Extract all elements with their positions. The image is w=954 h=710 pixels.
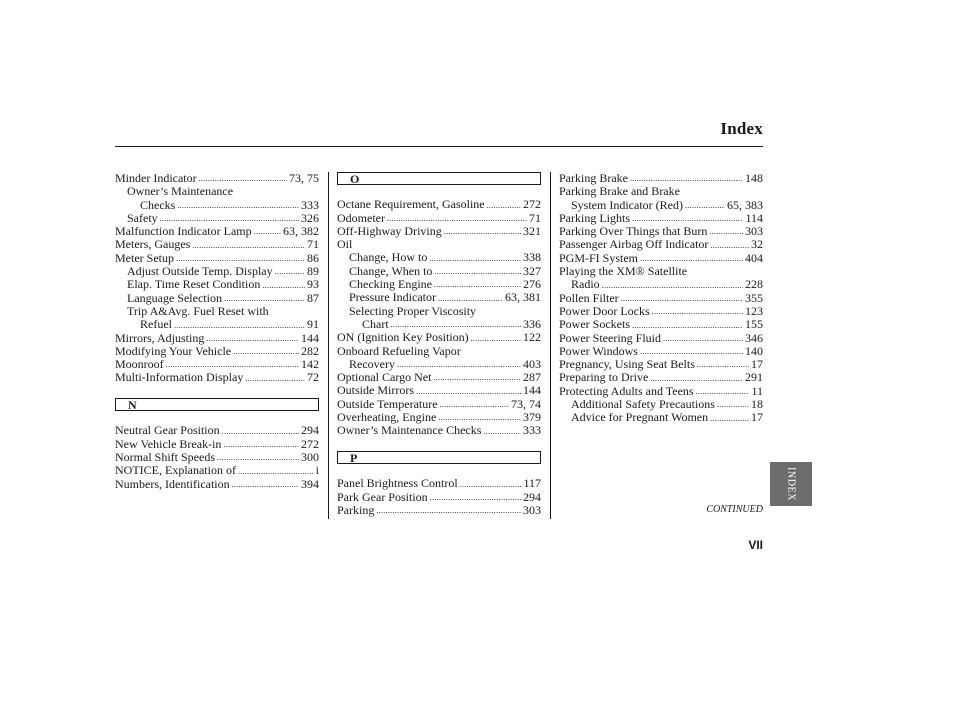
entry-text: Meter Setup xyxy=(115,250,174,265)
dot-leader xyxy=(709,226,743,238)
dot-leader xyxy=(650,373,743,385)
dot-leader xyxy=(652,306,743,318)
entry-text: PGM-FI System xyxy=(559,250,639,265)
entry-text: Normal Shift Speeds xyxy=(115,449,215,464)
entry-page-ref[interactable]: 379 xyxy=(523,410,541,425)
entry-page-ref[interactable]: 333 xyxy=(523,423,541,438)
entry-page-ref[interactable]: 123 xyxy=(745,303,763,318)
dot-leader xyxy=(376,505,521,517)
index-entry[interactable] xyxy=(115,238,319,251)
dot-leader xyxy=(460,479,522,491)
dot-leader xyxy=(245,373,305,385)
continued-note: CONTINUED xyxy=(706,504,763,515)
entry-page-ref[interactable]: 355 xyxy=(745,290,763,305)
index-subheading: Selecting Proper Viscosity xyxy=(349,303,477,318)
entry-page-ref[interactable]: 291 xyxy=(745,370,763,385)
index-entry[interactable] xyxy=(115,438,319,451)
entry-page-ref[interactable]: 326 xyxy=(301,210,319,225)
dot-leader xyxy=(632,320,743,332)
dot-leader xyxy=(697,359,749,371)
index-entry[interactable] xyxy=(337,384,541,397)
dot-leader xyxy=(192,240,305,252)
dot-leader xyxy=(717,399,749,411)
index-entry[interactable] xyxy=(559,371,763,384)
entry-text: Elap. Time Reset Condition xyxy=(127,277,261,292)
index-entry[interactable] xyxy=(337,504,541,517)
entry-page-ref[interactable]: 93 xyxy=(307,277,319,292)
entry-text: Park Gear Position xyxy=(337,489,428,504)
entry-page-ref[interactable]: 272 xyxy=(523,197,541,212)
index-subheading: Parking Brake and Brake xyxy=(559,184,680,199)
entry-page-ref[interactable]: 333 xyxy=(301,197,319,212)
index-entry[interactable] xyxy=(337,331,541,344)
dot-leader xyxy=(440,399,509,411)
index-entry[interactable] xyxy=(559,238,763,251)
dot-leader xyxy=(444,226,521,238)
entry-page-ref[interactable]: 148 xyxy=(745,171,763,185)
entry-text: Minder Indicator xyxy=(115,171,197,185)
entry-page-ref[interactable]: 71 xyxy=(307,237,319,252)
entry-text: Off-Highway Driving xyxy=(337,223,442,238)
entry-page-ref[interactable]: 142 xyxy=(301,357,319,372)
entry-page-ref[interactable]: 87 xyxy=(307,290,319,305)
index-entry[interactable] xyxy=(559,305,763,318)
entry-text: Preparing to Drive xyxy=(559,370,649,385)
index-column-2 xyxy=(337,172,541,517)
index-entry[interactable] xyxy=(337,265,541,278)
section-letter-header: P xyxy=(337,451,541,464)
dot-leader xyxy=(222,426,299,438)
dot-leader xyxy=(487,200,521,212)
entry-text: Power Door Locks xyxy=(559,303,650,318)
entry-text: Octane Requirement, Gasoline xyxy=(337,197,485,212)
entry-text: Multi-Information Display xyxy=(115,370,244,385)
index-entry[interactable] xyxy=(115,252,319,265)
entry-page-ref[interactable]: 144 xyxy=(301,330,319,345)
index-entry[interactable] xyxy=(559,385,763,398)
entry-text: Safety xyxy=(127,210,158,225)
index-entry[interactable] xyxy=(337,198,541,211)
entry-page-ref[interactable]: 17 xyxy=(751,410,763,425)
entry-text: Mirrors, Adjusting xyxy=(115,330,205,345)
entry-page-ref[interactable]: 63, 381 xyxy=(505,290,541,305)
index-entry[interactable] xyxy=(559,199,763,212)
entry-page-ref[interactable]: 117 xyxy=(523,476,541,491)
entry-page-ref[interactable]: 282 xyxy=(301,343,319,358)
entry-text: Moonroof xyxy=(115,357,164,372)
entry-page-ref[interactable]: 294 xyxy=(523,489,541,504)
entry-text: Power Windows xyxy=(559,343,638,358)
index-entry[interactable] xyxy=(559,318,763,331)
entry-page-ref[interactable]: 276 xyxy=(523,277,541,292)
index-entry[interactable] xyxy=(559,225,763,238)
entry-page-ref[interactable]: 303 xyxy=(523,502,541,517)
entry-page-ref[interactable]: 63, 382 xyxy=(283,224,319,239)
entry-text: Parking Brake xyxy=(559,171,628,185)
entry-text: New Vehicle Break-in xyxy=(115,436,222,451)
index-entry[interactable] xyxy=(559,252,763,265)
entry-text: Change, How to xyxy=(349,250,428,265)
entry-text: System Indicator (Red) xyxy=(571,197,683,212)
index-entry[interactable] xyxy=(337,491,541,504)
dot-leader xyxy=(254,226,281,238)
dot-leader xyxy=(430,492,521,504)
index-entry[interactable] xyxy=(337,251,541,264)
index-entry[interactable] xyxy=(115,225,319,238)
entry-text: NOTICE, Explanation of xyxy=(115,463,236,478)
dot-leader xyxy=(233,346,299,358)
entry-text: Neutral Gear Position xyxy=(115,423,220,438)
entry-page-ref[interactable]: 338 xyxy=(523,250,541,265)
entry-text: Language Selection xyxy=(127,290,222,305)
entry-page-ref[interactable]: 17 xyxy=(751,357,763,372)
index-entry[interactable] xyxy=(115,212,319,225)
page-title: Index xyxy=(720,119,763,138)
index-entry[interactable] xyxy=(115,345,319,358)
entry-page-ref[interactable]: 73, 75 xyxy=(289,171,319,185)
dot-leader xyxy=(223,439,299,451)
section-letter-header: N xyxy=(115,398,319,411)
index-entry[interactable] xyxy=(115,451,319,464)
entry-text: Modifying Your Vehicle xyxy=(115,343,232,358)
entry-page-ref[interactable]: 71 xyxy=(529,210,541,225)
spacer xyxy=(337,464,541,477)
index-entry[interactable] xyxy=(337,398,541,411)
dot-leader xyxy=(602,280,743,292)
dot-leader xyxy=(275,266,305,278)
index-side-tab-label: INDEX xyxy=(785,466,797,502)
dot-leader xyxy=(174,320,305,332)
index-entry[interactable] xyxy=(115,265,319,278)
entry-text: Outside Temperature xyxy=(337,396,438,411)
dot-leader xyxy=(685,200,725,212)
entry-text: Refuel xyxy=(140,317,172,332)
entry-text: Protecting Adults and Teens xyxy=(559,383,694,398)
spacer xyxy=(115,385,319,398)
dot-leader xyxy=(262,280,305,292)
index-entry[interactable] xyxy=(559,411,763,424)
entry-page-ref[interactable]: 394 xyxy=(301,476,319,491)
entry-page-ref[interactable]: 73, 74 xyxy=(511,396,541,411)
entry-text: Power Steering Fluid xyxy=(559,330,661,345)
entry-text: Adjust Outside Temp. Display xyxy=(127,264,273,279)
entry-text: Parking xyxy=(337,502,375,517)
entry-page-ref[interactable]: 140 xyxy=(745,343,763,358)
section-letter-header: O xyxy=(337,172,541,185)
dot-leader xyxy=(434,266,521,278)
entry-page-ref[interactable]: 18 xyxy=(751,397,763,412)
index-subheading: Oil xyxy=(337,237,353,252)
index-entry[interactable] xyxy=(337,477,541,490)
entry-page-ref[interactable]: 11 xyxy=(751,383,763,398)
entry-page-ref[interactable]: 122 xyxy=(523,330,541,345)
index-entry[interactable] xyxy=(337,278,541,291)
index-entry[interactable] xyxy=(559,172,763,185)
dot-leader xyxy=(238,466,314,478)
entry-text: Advice for Pregnant Women xyxy=(571,410,709,425)
index-entry[interactable] xyxy=(337,424,541,437)
index-entry[interactable] xyxy=(559,398,763,411)
entry-text: Odometer xyxy=(337,210,385,225)
index-entry[interactable] xyxy=(115,332,319,345)
index-entry[interactable] xyxy=(337,411,541,424)
entry-page-ref[interactable]: 303 xyxy=(745,224,763,239)
spacer xyxy=(337,185,541,198)
title-rule xyxy=(115,146,763,147)
entry-page-ref[interactable]: 287 xyxy=(523,370,541,385)
index-entry[interactable] xyxy=(115,371,319,384)
index-entry[interactable] xyxy=(115,172,319,185)
dot-leader xyxy=(471,333,521,345)
index-subheading: Playing the XM® Satellite xyxy=(559,264,688,279)
entry-text: Malfunction Indicator Lamp xyxy=(115,224,252,239)
entry-text: Radio xyxy=(571,277,600,292)
entry-text: Pregnancy, Using Seat Belts xyxy=(559,357,695,372)
index-side-tab[interactable] xyxy=(770,462,812,506)
entry-page-ref[interactable]: 327 xyxy=(523,263,541,278)
entry-page-ref[interactable]: 403 xyxy=(523,356,541,371)
dot-leader xyxy=(663,333,743,345)
entry-page-ref[interactable]: 155 xyxy=(745,317,763,332)
index-entry[interactable] xyxy=(115,318,319,331)
index-entry[interactable] xyxy=(115,199,319,212)
index-entry[interactable] xyxy=(559,292,763,305)
entry-text: Additional Safety Precautions xyxy=(571,397,715,412)
entry-text: Power Sockets xyxy=(559,317,630,332)
index-entry[interactable] xyxy=(337,358,541,371)
index-subheading: Onboard Refueling Vapor xyxy=(337,343,461,358)
entry-page-ref[interactable]: 272 xyxy=(301,436,319,451)
entry-page-ref[interactable]: 72 xyxy=(307,370,319,385)
entry-page-ref[interactable]: 114 xyxy=(745,210,763,225)
entry-page-ref[interactable]: 346 xyxy=(745,330,763,345)
index-entry[interactable] xyxy=(337,371,541,384)
entry-text: Pressure Indicator xyxy=(349,290,436,305)
column-divider xyxy=(550,172,551,519)
entry-page-ref[interactable]: 65, 383 xyxy=(727,197,763,212)
entry-page-ref[interactable]: 404 xyxy=(745,250,763,265)
index-entry[interactable] xyxy=(115,292,319,305)
entry-text: ON (Ignition Key Position) xyxy=(337,330,469,345)
entry-text: Numbers, Identification xyxy=(115,476,230,491)
page-number: VII xyxy=(748,538,763,552)
entry-text: Recovery xyxy=(349,356,395,371)
index-entry[interactable] xyxy=(559,212,763,225)
entry-text: Chart xyxy=(362,316,389,331)
spacer xyxy=(337,438,541,451)
index-entry[interactable] xyxy=(559,278,763,291)
index-subheading: Owner’s Maintenance xyxy=(127,184,234,199)
entry-page-ref[interactable]: 91 xyxy=(307,317,319,332)
index-entry[interactable] xyxy=(337,212,541,225)
dot-leader xyxy=(438,293,503,305)
dot-leader xyxy=(710,240,749,252)
entry-page-ref[interactable]: 321 xyxy=(523,223,541,238)
entry-page-ref[interactable]: i xyxy=(315,463,319,478)
column-divider xyxy=(328,172,329,519)
dot-leader xyxy=(429,253,521,265)
entry-text: Checks xyxy=(140,197,176,212)
entry-text: Checking Engine xyxy=(349,277,432,292)
spacer xyxy=(115,411,319,424)
entry-text: Panel Brightness Control xyxy=(337,476,458,491)
index-entry[interactable] xyxy=(559,345,763,358)
entry-text: Owner’s Maintenance Checks xyxy=(337,423,482,438)
entry-page-ref[interactable]: 32 xyxy=(751,237,763,252)
entry-page-ref[interactable]: 294 xyxy=(301,423,319,438)
entry-text: Passenger Airbag Off Indicator xyxy=(559,237,709,252)
index-subheading: Trip A&Avg. Fuel Reset with xyxy=(127,303,269,318)
dot-leader xyxy=(483,426,521,438)
entry-text: Parking Over Things that Burn xyxy=(559,224,708,239)
index-entry[interactable] xyxy=(115,358,319,371)
index-entry[interactable] xyxy=(115,424,319,437)
dot-leader xyxy=(232,479,299,491)
index-entry[interactable] xyxy=(115,464,319,477)
entry-text: Outside Mirrors xyxy=(337,383,414,398)
index-entry[interactable] xyxy=(337,225,541,238)
index-entry[interactable] xyxy=(559,332,763,345)
entry-page-ref[interactable]: 336 xyxy=(523,316,541,331)
entry-page-ref[interactable]: 144 xyxy=(523,383,541,398)
index-entry[interactable] xyxy=(115,278,319,291)
index-column-3 xyxy=(559,172,763,425)
entry-page-ref[interactable]: 86 xyxy=(307,250,319,265)
index-entry[interactable] xyxy=(115,478,319,491)
index-entry[interactable] xyxy=(337,318,541,331)
entry-page-ref[interactable]: 228 xyxy=(745,277,763,292)
dot-leader xyxy=(710,413,749,425)
index-entry[interactable] xyxy=(337,291,541,304)
entry-text: Pollen Filter xyxy=(559,290,619,305)
entry-text: Overheating, Engine xyxy=(337,410,437,425)
entry-text: Optional Cargo Net xyxy=(337,370,432,385)
index-column-1 xyxy=(115,172,319,491)
entry-page-ref[interactable]: 300 xyxy=(301,449,319,464)
entry-page-ref[interactable]: 89 xyxy=(307,264,319,279)
dot-leader xyxy=(416,386,521,398)
dot-leader xyxy=(177,200,299,212)
index-entry[interactable] xyxy=(559,358,763,371)
entry-text: Meters, Gauges xyxy=(115,237,191,252)
dot-leader xyxy=(433,372,521,384)
entry-text: Change, When to xyxy=(349,263,433,278)
entry-text: Parking Lights xyxy=(559,210,630,225)
